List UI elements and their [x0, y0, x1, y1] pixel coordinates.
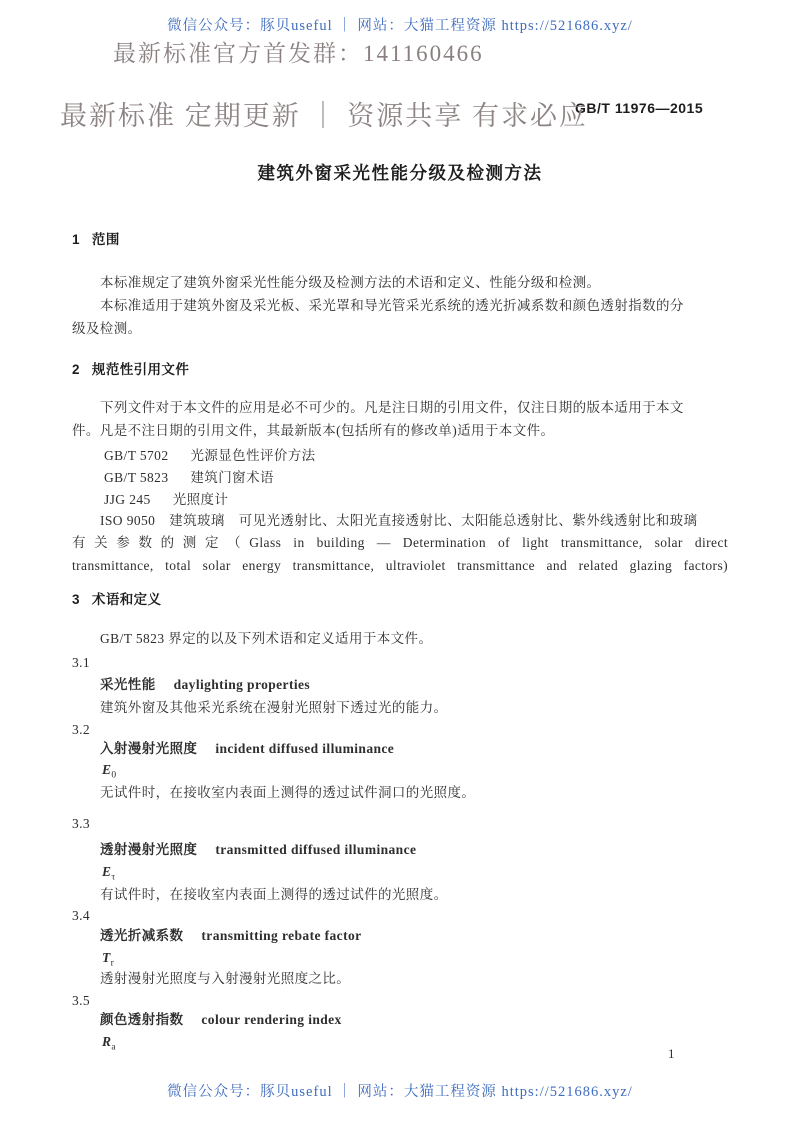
term-symbol: [102, 760, 117, 786]
page-number: 1: [668, 1046, 675, 1061]
scope-paragraph-2-line1: 本标准适用于建筑外窗及采光板、采光罩和导光管采光系统的透光折减系数和颜色透射指数的分: [100, 298, 684, 313]
header-promo-link[interactable]: 微信公众号：豚贝useful ｜ 网站：大猫工程资源 https://521686.xyz/: [167, 18, 633, 34]
symbol-subscript: 0: [111, 770, 117, 781]
section-3-label: 术语和定义: [91, 592, 162, 607]
symbol-base: E: [102, 864, 112, 879]
term-symbol: [102, 862, 116, 888]
term-number: 3.1: [72, 655, 91, 670]
section-3-heading: [72, 590, 161, 610]
section-2-label: 规范性引用文件: [91, 362, 190, 377]
term-symbol: [102, 1032, 116, 1058]
term-title-zh: 透射漫射光照度: [100, 842, 198, 857]
term-title-zh: 入射漫射光照度: [100, 741, 198, 756]
term-number: 3.2: [72, 722, 91, 737]
reference-title: 光源显色性评价方法: [190, 448, 316, 463]
term-definition: 有试件时，在接收室内表面上测得的透过试件的光照度。: [100, 887, 448, 902]
reference-title: 光照度计: [172, 492, 229, 507]
reference-item: [104, 446, 316, 466]
watermark-slogan: 最新标准 定期更新 ｜ 资源共享 有求必应: [60, 101, 588, 131]
term-title-zh: 透光折减系数: [100, 928, 184, 943]
scope-paragraph-2-line2: 级及检测。: [72, 321, 142, 336]
iso-reference-line1: ISO 9050 建筑玻璃 可见光透射比、太阳光直接透射比、太阳能总透射比、紫外线透射比和玻璃: [100, 513, 698, 528]
scope-paragraph-1: 本标准规定了建筑外窗采光性能分级及检测方法的术语和定义、性能分级和检测。: [100, 275, 601, 290]
term-number: 3.5: [72, 993, 91, 1008]
footer-promo-link[interactable]: 微信公众号：豚贝useful ｜ 网站：大猫工程资源 https://521686.xyz/: [167, 1084, 633, 1100]
term-title-zh: 采光性能: [100, 677, 156, 692]
term-definition: 透射漫射光照度与入射漫射光照度之比。: [100, 971, 351, 986]
document-title: 建筑外窗采光性能分级及检测方法: [257, 163, 543, 183]
section-2-heading: [72, 360, 189, 380]
reference-code: JJG 245: [104, 492, 151, 507]
reference-item: [104, 468, 274, 488]
term-title-zh: 颜色透射指数: [100, 1012, 184, 1027]
reference-item: [104, 490, 228, 510]
terms-intro: GB/T 5823 界定的以及下列术语和定义适用于本文件。: [100, 631, 433, 646]
section-2-number: 2: [72, 362, 80, 377]
term-number: 3.4: [72, 908, 91, 923]
term-definition: 无试件时，在接收室内表面上测得的透过试件洞口的光照度。: [100, 785, 476, 800]
standard-number: GB/T 11976—2015: [575, 100, 704, 116]
term-title: [100, 675, 310, 695]
reference-code: GB/T 5702: [104, 448, 169, 463]
normative-intro-line2: 件。凡是不注日期的引用文件，其最新版本(包括所有的修改单)适用于本文件。: [72, 423, 555, 438]
term-title: [100, 739, 394, 759]
term-number: 3.3: [72, 816, 91, 831]
term-title-en: transmitted diffused illuminance: [215, 842, 417, 857]
release-group-text: 最新标准官方首发群：141160466: [113, 41, 484, 66]
term-title: [100, 926, 362, 946]
iso-reference-line3: transmittance, total solar energy transmittance, ultraviolet transmittance and related glazing factors): [72, 558, 728, 573]
term-title-en: daylighting properties: [173, 677, 311, 692]
term-title-en: incident diffused illuminance: [215, 741, 395, 756]
reference-title: 建筑门窗术语: [190, 470, 274, 485]
reference-code: GB/T 5823: [104, 470, 169, 485]
term-title-en: transmitting rebate factor: [201, 928, 362, 943]
normative-intro-line1: 下列文件对于本文件的应用是必不可少的。凡是注日期的引用文件，仅注日期的版本适用于本文: [100, 400, 684, 415]
term-definition: 建筑外窗及其他采光系统在漫射光照射下透过光的能力。: [100, 700, 448, 715]
section-3-number: 3: [72, 592, 80, 607]
symbol-subscript: τ: [111, 872, 116, 883]
symbol-base: E: [102, 762, 112, 777]
symbol-base: T: [102, 950, 111, 965]
symbol-subscript: a: [111, 1042, 117, 1053]
symbol-subscript: r: [110, 958, 115, 969]
term-title: [100, 1010, 342, 1030]
section-1-number: 1: [72, 232, 80, 247]
term-title: [100, 840, 416, 860]
symbol-base: R: [102, 1034, 112, 1049]
section-1-heading: [72, 230, 120, 250]
term-title-en: colour rendering index: [201, 1012, 342, 1027]
section-1-label: 范围: [91, 232, 120, 247]
iso-reference-line2: 有关参数的测定（Glass in building — Determination of light transmittance, solar direct: [72, 535, 728, 550]
